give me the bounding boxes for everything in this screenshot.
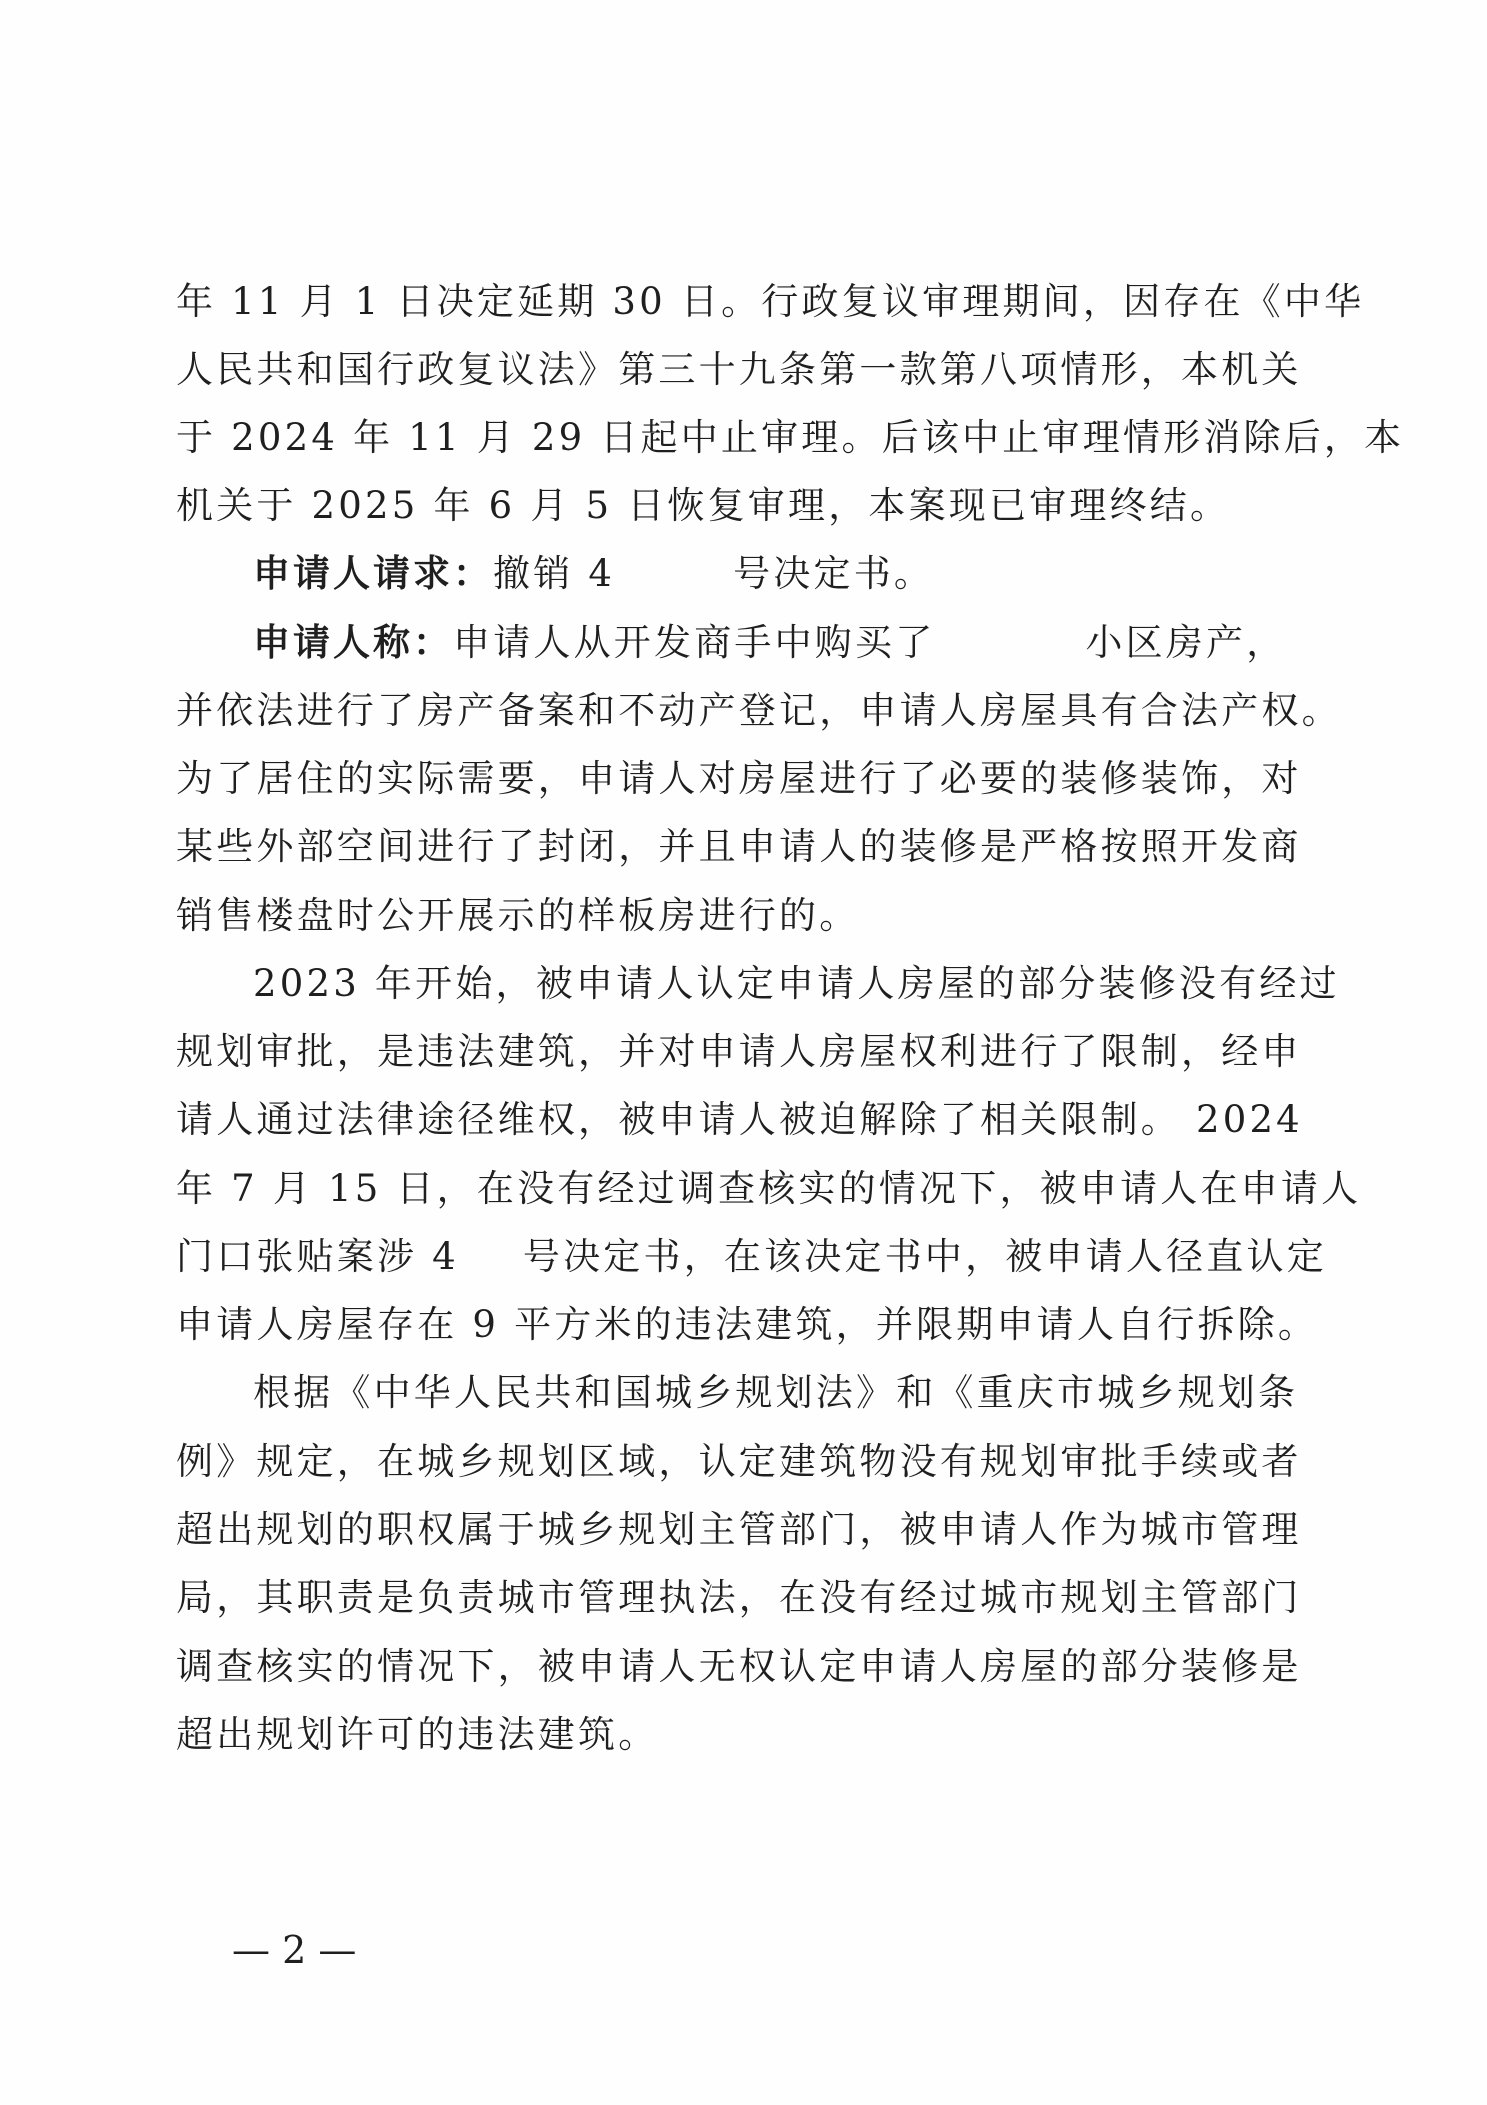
request-line <box>253 544 1353 604</box>
claim-text-b: 小区房产， <box>1085 621 1287 664</box>
text-line: 为了居住的实际需要，申请人对房屋进行了必要的装修装饰，对 <box>176 757 1302 800</box>
request-label: 申请人请求： <box>253 552 493 595</box>
text-line: 并依法进行了房产备案和不动产登记，申请人房屋具有合法产权。 <box>176 689 1342 732</box>
claim-label: 申请人称： <box>253 621 453 664</box>
text-line: 年 11 月 1 日决定延期 30 日。行政复议审理期间，因存在《中华 <box>176 280 1365 323</box>
text-line: 请人通过法律途径维权，被申请人被迫解除了相关限制。 2024 <box>176 1098 1303 1141</box>
text-line: 超出规划许可的违法建筑。 <box>176 1713 659 1756</box>
text-line: 根据《中华人民共和国城乡规划法》和《重庆市城乡规划条 <box>253 1371 1299 1414</box>
text-line: 某些外部空间进行了封闭，并且申请人的装修是严格按照开发商 <box>176 825 1302 868</box>
decision-text-b: 号决定书，在该决定书中，被申请人径直认定 <box>522 1235 1327 1278</box>
text-line: 调查核实的情况下，被申请人无权认定申请人房屋的部分装修是 <box>176 1645 1302 1688</box>
text-line: 人民共和国行政复议法》第三十九条第一款第八项情形，本机关 <box>176 348 1302 391</box>
decision-text-a: 门口张贴案涉 4 <box>176 1235 459 1278</box>
text-line: 超出规划的职权属于城乡规划主管部门，被申请人作为城市管理 <box>176 1508 1302 1551</box>
text-line: 年 7 月 15 日，在没有经过调查核实的情况下，被申请人在申请人 <box>176 1167 1362 1210</box>
decision-line <box>176 1227 1327 1287</box>
claim-line <box>253 613 1353 673</box>
text-line: 局，其职责是负责城市管理执法，在没有经过城市规划主管部门 <box>176 1576 1302 1619</box>
text-line: 例》规定，在城乡规划区域，认定建筑物没有规划审批手续或者 <box>176 1440 1302 1483</box>
text-line: 申请人房屋存在 9 平方米的违法建筑，并限期申请人自行拆除。 <box>176 1303 1319 1346</box>
claim-text-a: 申请人从开发商手中购买了 <box>453 621 936 664</box>
request-text-a: 撤销 4 <box>493 552 616 595</box>
request-text-b: 号决定书。 <box>733 552 935 595</box>
text-line: 销售楼盘时公开展示的样板房进行的。 <box>176 894 860 937</box>
text-line: 规划审批，是违法建筑，并对申请人房屋权利进行了限制，经申 <box>176 1030 1302 1073</box>
text-line: 机关于 2025 年 6 月 5 日恢复审理，本案现已审理终结。 <box>176 484 1231 527</box>
text-line: 2023 年开始，被申请人认定申请人房屋的部分装修没有经过 <box>253 962 1340 1005</box>
page-number: — 2 — <box>232 1928 357 1972</box>
text-line: 于 2024 年 11 月 29 日起中止审理。后该中止审理情形消除后，本 <box>176 416 1405 459</box>
